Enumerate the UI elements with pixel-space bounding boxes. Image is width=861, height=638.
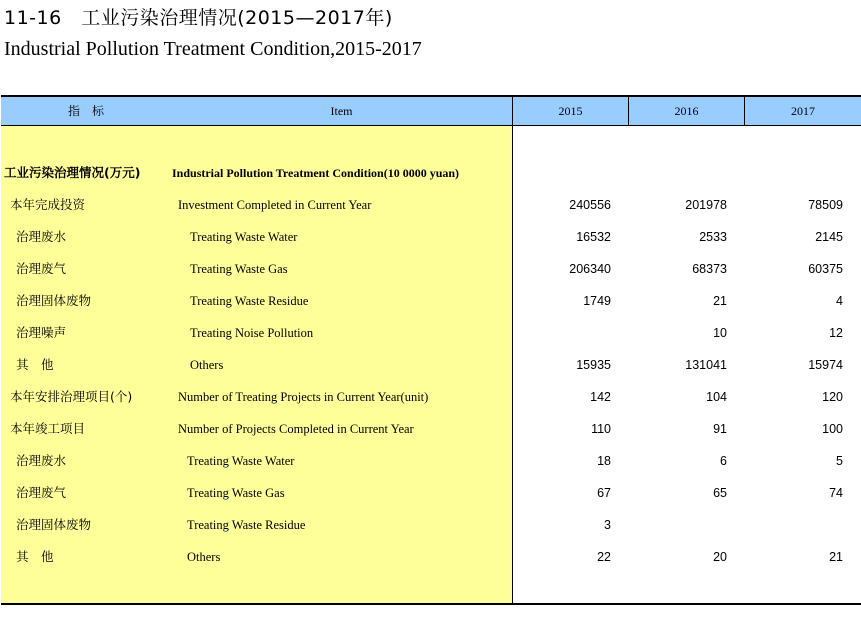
cell-2016: 104 bbox=[706, 390, 727, 404]
row-label-cn: 治理废气 bbox=[16, 261, 67, 276]
header-year-2017: 2017 bbox=[791, 104, 815, 118]
cell-2015: 18 bbox=[597, 454, 611, 468]
row-label-cn: 工业污染治理情况(万元) bbox=[4, 165, 141, 180]
cell-2017: 100 bbox=[822, 422, 843, 436]
row-label-en: Others bbox=[190, 358, 224, 372]
row-label-cn: 其 他 bbox=[16, 357, 54, 372]
cell-2017: 2145 bbox=[815, 230, 843, 244]
row-label-en: Treating Noise Pollution bbox=[190, 326, 314, 340]
row-label-cn: 本年完成投资 bbox=[10, 197, 86, 212]
row-label-cn: 其 他 bbox=[16, 549, 54, 564]
row-label-en: Treating Waste Gas bbox=[187, 486, 285, 500]
table-row bbox=[1, 477, 861, 509]
table-row bbox=[1, 541, 861, 573]
cell-2017: 120 bbox=[822, 390, 843, 404]
row-label-cn: 本年竣工项目 bbox=[10, 421, 86, 436]
cell-2017: 4 bbox=[836, 294, 843, 308]
cell-2015: 206340 bbox=[569, 262, 611, 276]
table-row bbox=[1, 317, 861, 349]
row-label-en: Number of Treating Projects in Current Year(unit) bbox=[178, 390, 429, 404]
table-row bbox=[1, 509, 861, 541]
table-bottom-rule bbox=[1, 603, 861, 605]
data-table bbox=[1, 95, 861, 606]
cell-2017: 12 bbox=[829, 326, 843, 340]
row-label-cn: 治理废气 bbox=[16, 485, 67, 500]
cell-2015: 1749 bbox=[583, 294, 611, 308]
table-row bbox=[1, 445, 861, 477]
cell-2015: 16532 bbox=[576, 230, 611, 244]
row-label-cn: 治理固体废物 bbox=[16, 517, 92, 532]
row-label-cn: 治理废水 bbox=[16, 229, 67, 244]
cell-2017: 15974 bbox=[808, 358, 843, 372]
cell-2015: 142 bbox=[590, 390, 611, 404]
cell-2017: 74 bbox=[829, 486, 843, 500]
cell-2015: 22 bbox=[597, 550, 611, 564]
table-row bbox=[1, 221, 861, 253]
row-label-en: Treating Waste Water bbox=[190, 230, 298, 244]
row-label-en: Investment Completed in Current Year bbox=[178, 198, 372, 212]
cell-2016: 91 bbox=[713, 422, 727, 436]
cell-2015: 3 bbox=[604, 518, 611, 532]
row-label-en: Industrial Pollution Treatment Condition(10 0000 yuan) bbox=[172, 166, 460, 180]
cell-2016: 20 bbox=[713, 550, 727, 564]
cell-2015: 15935 bbox=[576, 358, 611, 372]
row-label-cn: 本年安排治理项目(个) bbox=[10, 389, 133, 404]
header-indicator: 指 标 bbox=[67, 104, 104, 118]
row-label-en: Treating Waste Gas bbox=[190, 262, 288, 276]
table-row bbox=[1, 349, 861, 381]
row-label-cn: 治理噪声 bbox=[16, 325, 67, 340]
table-row bbox=[1, 253, 861, 285]
row-label-en: Treating Waste Residue bbox=[187, 518, 306, 532]
table-row bbox=[1, 157, 861, 189]
page-title-en: Industrial Pollution Treatment Condition,2015-2017 bbox=[4, 38, 422, 60]
cell-2015: 67 bbox=[597, 486, 611, 500]
page-title-cn: 11-16 工业污染治理情况(2015—2017年) bbox=[4, 7, 393, 29]
cell-2016: 6 bbox=[720, 454, 727, 468]
table-header-row bbox=[1, 97, 861, 126]
cell-2016: 201978 bbox=[685, 198, 727, 212]
cell-2015: 110 bbox=[591, 422, 611, 436]
cell-2016 bbox=[629, 509, 727, 541]
cell-2017: 78509 bbox=[808, 198, 843, 212]
cell-2017 bbox=[745, 509, 843, 541]
row-label-cn: 治理废水 bbox=[16, 453, 67, 468]
table-row bbox=[1, 381, 861, 413]
cell-2016: 10 bbox=[713, 326, 727, 340]
row-label-en: Treating Waste Water bbox=[187, 454, 295, 468]
cell-2017: 60375 bbox=[808, 262, 843, 276]
cell-2016: 68373 bbox=[692, 262, 727, 276]
header-year-2015: 2015 bbox=[513, 97, 629, 125]
table-row bbox=[1, 189, 861, 221]
row-label-en: Treating Waste Residue bbox=[190, 294, 309, 308]
table-row bbox=[1, 285, 861, 317]
cell-2017: 5 bbox=[836, 454, 843, 468]
cell-2016: 2533 bbox=[699, 230, 727, 244]
header-year-2016: 2016 bbox=[629, 97, 745, 125]
cell-2016: 65 bbox=[713, 486, 727, 500]
header-item: Item bbox=[171, 97, 513, 125]
cell-2015: 240556 bbox=[569, 198, 611, 212]
cell-2015 bbox=[513, 317, 611, 349]
table-row bbox=[1, 413, 861, 445]
cell-2016: 131041 bbox=[685, 358, 727, 372]
cell-2017: 21 bbox=[829, 550, 843, 564]
row-label-cn: 治理固体废物 bbox=[16, 293, 92, 308]
row-label-en: Others bbox=[187, 550, 221, 564]
row-label-en: Number of Projects Completed in Current Year bbox=[178, 422, 414, 436]
cell-2016: 21 bbox=[713, 294, 727, 308]
